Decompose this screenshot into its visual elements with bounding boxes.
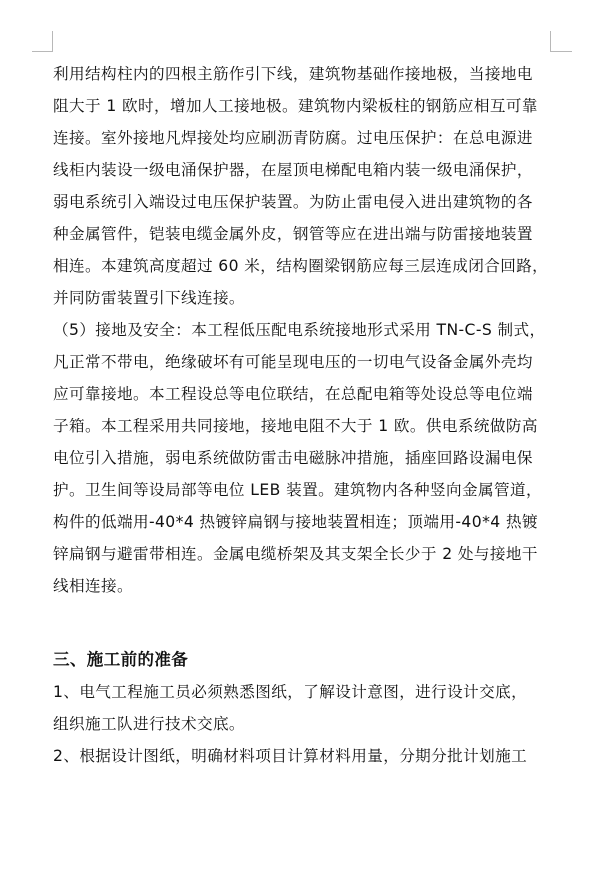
text-line: （5）接地及安全：本工程低压配电系统接地形式采用 TN-C-S 制式， bbox=[53, 321, 546, 339]
text-line: 种金属管件，铠装电缆金属外皮，钢管等应在进出端与防雷接地装置 bbox=[53, 225, 533, 243]
paragraph-grounding-safety bbox=[53, 314, 553, 602]
crop-mark-top-right bbox=[550, 31, 551, 52]
paragraph-grounding bbox=[53, 58, 553, 314]
text-line: 应可靠接地。本工程设总等电位联结，在总配电箱等处设总等电位端 bbox=[53, 385, 533, 403]
text-line: 组织施工队进行技术交底。 bbox=[53, 715, 245, 733]
crop-mark-top-left bbox=[52, 31, 53, 52]
text-line: 阻大于 1 欧时，增加人工接地极。建筑物内梁板柱的钢筋应相互可靠 bbox=[53, 97, 538, 115]
text-line: 线相连接。 bbox=[53, 577, 133, 595]
text-line: 锌扁钢与避雷带相连。金属电缆桥架及其支架全长少于 2 处与接地干 bbox=[53, 545, 538, 563]
text-line: 凡正常不带电，绝缘破坏有可能呈现电压的一切电气设备金属外壳均 bbox=[53, 353, 533, 371]
text-line: 并同防雷装置引下线连接。 bbox=[53, 289, 245, 307]
text-line: 弱电系统引入端设过电压保护装置。为防止雷电侵入进出建筑物的各 bbox=[53, 193, 533, 211]
text-line: 连接。室外接地凡焊接处均应刷沥青防腐。过电压保护：在总电源进 bbox=[53, 129, 533, 147]
crop-mark-top-right bbox=[550, 51, 572, 52]
crop-mark-top-left bbox=[32, 51, 53, 52]
text-line: 护。卫生间等设局部等电位 LEB 装置。建筑物内各种竖向金属管道， bbox=[53, 481, 542, 499]
text-line: 相连。本建筑高度超过 60 米，结构圈梁钢筋应每三层连成闭合回路， bbox=[53, 257, 549, 275]
text-line: 2、根据设计图纸，明确材料项目计算材料用量，分期分批计划施工 bbox=[53, 747, 528, 765]
text-line: 线柜内装设一级电涌保护器，在屋顶电梯配电箱内装一级电涌保护， bbox=[53, 161, 533, 179]
text-line: 1、电气工程施工员必须熟悉图纸，了解设计意图，进行设计交底， bbox=[53, 683, 528, 701]
text-line: 利用结构柱内的四根主筋作引下线，建筑物基础作接地极，当接地电 bbox=[53, 65, 533, 83]
document-body bbox=[53, 58, 553, 772]
section-spacer bbox=[53, 602, 553, 644]
text-line: 电位引入措施，弱电系统做防雷击电磁脉冲措施，插座回路设漏电保 bbox=[53, 449, 533, 467]
text-line: 构件的低端用-40*4 热镀锌扁钢与接地装置相连；顶端用-40*4 热镀 bbox=[53, 513, 538, 531]
section-heading: 三、施工前的准备 bbox=[53, 650, 189, 669]
text-line: 子箱。本工程采用共同接地，接地电阻不大于 1 欧。供电系统做防高 bbox=[53, 417, 538, 435]
